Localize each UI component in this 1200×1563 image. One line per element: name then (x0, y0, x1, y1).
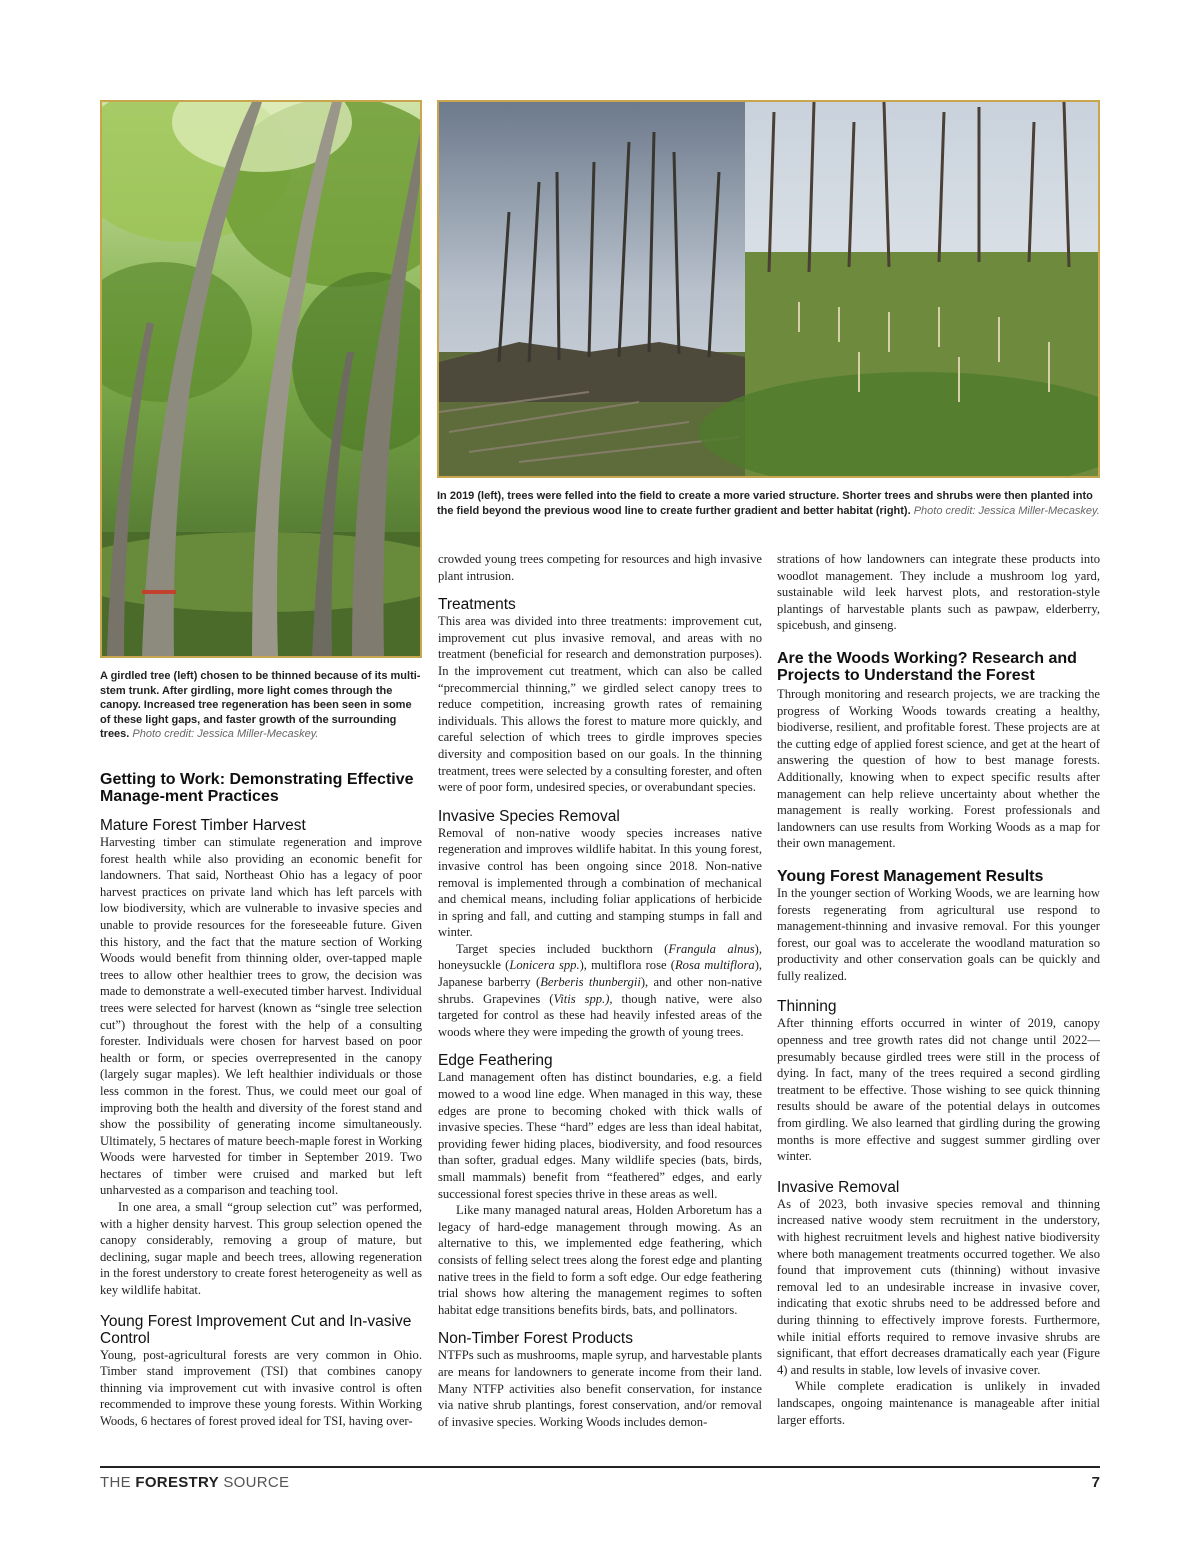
paragraph: In one area, a small “group selection cut” was performed, with a higher density harvest. This group selection opened the canopy considerably, removing a group of mature, but declining, sugar maple and beech trees, allowing regeneration in the forest understory to create forest heterogeneity as well as key wildlife habitat. (100, 1200, 422, 1298)
heading-treatments: Treatments (438, 596, 516, 614)
footer-rule (100, 1466, 1100, 1468)
paragraph: strations of how landowners can integrate these products into woodlot management. They include a mushroom log yard, sustainable wild leek harvest plots, and restoration-style plantings of harvestable plants such as pawpaw, elderberry, spicebush, and ginseng. (777, 552, 1100, 633)
page-number: 7 (1091, 1474, 1100, 1491)
forest-canopy-image (102, 102, 420, 656)
caption-text: A girdled tree (left) chosen to be thinned because of its multi-stem trunk. After girdling, more light comes through the canopy. Increased tree regeneration has been seen in some of these light gaps, and faster growth of the surrounding trees. (100, 670, 421, 740)
paragraph: Young, post-agricultural forests are very common in Ohio. Timber stand improvement (TSI) that combines canopy thinning via improvement cut with invasive control is often recommended to improve these young forests. Within Working Woods, 6 hectares of forest proved ideal for TSI, having over- (100, 1347, 422, 1428)
heading-getting-to-work: Getting to Work: Demonstrating Effective Manage-ment Practices (100, 771, 414, 805)
photo-edge-feathering (437, 100, 1100, 478)
paragraph: Harvesting timber can stimulate regeneration and improve forest health while also providing an economic benefit for landowners. That said, Northeast Ohio has a legacy of poor harvest practices on private land which has left parcels with low biodiversity, which are vulnerable to invasive species and unable to provide resources for the foreseeable future. Given this history, and the fact that the mature section of Working Woods would benefit from thinning older, over-tapped maple trees to allow other healthier trees to grow, the decision was made to demonstrate a well-executed timber harvest. Individual trees were selected for harvest (known as “single tree selection cut”) throughout the forest with the help of a consulting forester. Individuals were chosen for harvest based on poor health or form, or species overrepresented in the canopy (largely sugar maples). We left healthier individuals or those less common in the forest. Thus, we could meet our goal of improving both the health and diversity of the forest stand and show the possibility of generating income simultaneously. Ultimately, 5 hectares of mature beech-maple forest in Working Woods were harvested for timber in September 2019. Two hectares of timber were cruised and marked but left unharvested as a comparison and teaching tool. (100, 835, 422, 1198)
paragraph: NTFPs such as mushrooms, maple syrup, and harvestable plants are means for landowners to generate income from their land. Many NTFP activities also benefit conservation, for instance via native shrub plantings, forest conservation, and/or removal of invasive species. Working Woods includes demon- (438, 1348, 762, 1429)
paragraph: Like many managed natural areas, Holden Arboretum has a legacy of hard-edge management through mowing. As an alternative to this, we implemented edge feathering, which consists of felling select trees along the forest edge and planting native trees in the field to form a soft edge. Our edge feathering trial shows how altering the management regimes to soften habitat edge transitions benefits birds, bats, and pollinators. (438, 1203, 762, 1317)
column-1 (100, 771, 422, 1430)
caption-girdled-tree (100, 669, 422, 742)
paragraph-target-species: Target species included buckthorn (Frangula alnus), honeysuckle (Lonicera spp.), multiflora rose (Rosa multiflora), Japanese barberry (Berberis thunbergii), and other non-native shrubs. Grapevines (Vitis spp.), though native, were also targeted for control as these had heavily infested areas of the woods where they were impeding the growth of young trees. (438, 941, 763, 1039)
magazine-name: THE FORESTRY SOURCE (100, 1474, 290, 1491)
column-3 (777, 551, 1100, 1428)
photo-credit: Photo credit: Jessica Miller-Mecaskey. (913, 504, 1100, 517)
caption-edge-feathering (437, 489, 1100, 518)
photo-girdled-tree (100, 100, 422, 658)
paragraph: After thinning efforts occurred in winter of 2019, canopy openness and tree growth rates did not change until 2022—presumably because girdled trees were still in the process of dying. In fact, many of the trees required a second girdling treatment to be effective. Those wishing to see quick thinning results should be aware of the potential delays in outcomes from girdling. We also learned that girdling during the growing months is more effective and suggest summer girdling over winter. (777, 1016, 1100, 1164)
photo-credit: Photo credit: Jessica Miller-Mecaskey. (132, 728, 319, 740)
heading-mature-forest: Mature Forest Timber Harvest (100, 817, 306, 834)
heading-invasive-removal: Invasive Removal (777, 1178, 900, 1196)
heading-ntfp: Non-Timber Forest Products (438, 1330, 633, 1348)
heading-invasive-species-removal: Invasive Species Removal (438, 807, 620, 825)
paragraph: As of 2023, both invasive species removal and thinning increased native woody stem recruitment in the understory, with highest recruitment levels and highest native biodiversity where both management treatments occurred together. We also found that improvement cuts (thinning) without invasive removal led to an undesirable increase in invasive cover, indicating that exotic shrubs need to be addressed before and during thinning to effectively improve forests. Furthermore, while initial efforts required to remove invasive shrubs are significant, that effort decreases dramatically each year (Figure 4) and results in stable, low levels of invasive cover. (777, 1196, 1100, 1377)
paragraph: This area was divided into three treatments: improvement cut, improvement cut plus invasive removal, and areas with no treatment (beneficial for research and demonstration purposes). In the improvement cut treatment, which can also be called “precommercial thinning,” we girdled select canopy trees to reduce competition, increasing growth rates of remaining individuals. This allows the forest to mature more quickly, and careful selection of which trees to girdle improves species diversity and composition based on our goals. In the thinning treatment, trees were selected by a consulting forester, and often were of poor form, undesired species, or overabundant species. (438, 614, 762, 795)
paragraph: Land management often has distinct boundaries, e.g. a field mowed to a wood line edge. When managed in this way, these edges are prone to becoming choked with thick walls of invasive species. These “hard” edges are less than ideal habitat, providing fewer hiding places, biodiversity, and food resources than softer, gradual edges. Many wildlife species (bats, birds, small mammals) benefit from “feathered” edges, and early successional forest species thrive in these areas as well. (438, 1070, 762, 1201)
heading-research: Are the Woods Working? Research and Projects to Understand the Forest (777, 649, 1077, 684)
column-2 (438, 551, 762, 1430)
paragraph: Through monitoring and research projects, we are tracking the progress of Working Woods towards creating a healthy, biodiverse, resilient, and profitable forest. These projects are at the cutting edge of applied forest science, and get at the heart of answering the question of how to best manage forests. Additionally, knowing when to expect specific results after management can help relieve uncertainty about whether the management is really working. Forest professionals and landowners can use results from Working Woods as a map for their own management. (777, 686, 1100, 851)
heading-young-forest-results: Young Forest Management Results (777, 867, 1044, 885)
paragraph: While complete eradication is unlikely in invaded landscapes, ongoing maintenance is manageable after initial larger efforts. (777, 1379, 1100, 1427)
paragraph: In the younger section of Working Woods, we are learning how forests regenerating from agricultural use respond to management-thinning and invasive removal. For this younger forest, our goal was to accelerate the woodland maturation so productivity and other conservation goals can be quickly and fully realized. (777, 885, 1100, 983)
paragraph: crowded young trees competing for resources and high invasive plant intrusion. (438, 552, 762, 583)
heading-young-forest: Young Forest Improvement Cut and In-vasive Control (100, 1312, 412, 1347)
edge-feathering-image (439, 102, 1098, 476)
paragraph: Removal of non-native woody species increases native regeneration and improves wildlife habitat. In this young forest, invasive control has been ongoing since 2018. Non-native removal is implemented through a combination of mechanical and chemical means, including foliar applications of herbicide in spring and fall, and cutting and stamping stumps in fall and winter. (438, 825, 762, 940)
heading-edge-feathering: Edge Feathering (438, 1052, 553, 1070)
caption-text: In 2019 (left), trees were felled into the field to create a more varied structure. Shorter trees and shrubs were then planted into the field beyond the previous wood line to create further gradient and better habitat (right). (437, 490, 1093, 517)
heading-thinning: Thinning (777, 998, 837, 1016)
